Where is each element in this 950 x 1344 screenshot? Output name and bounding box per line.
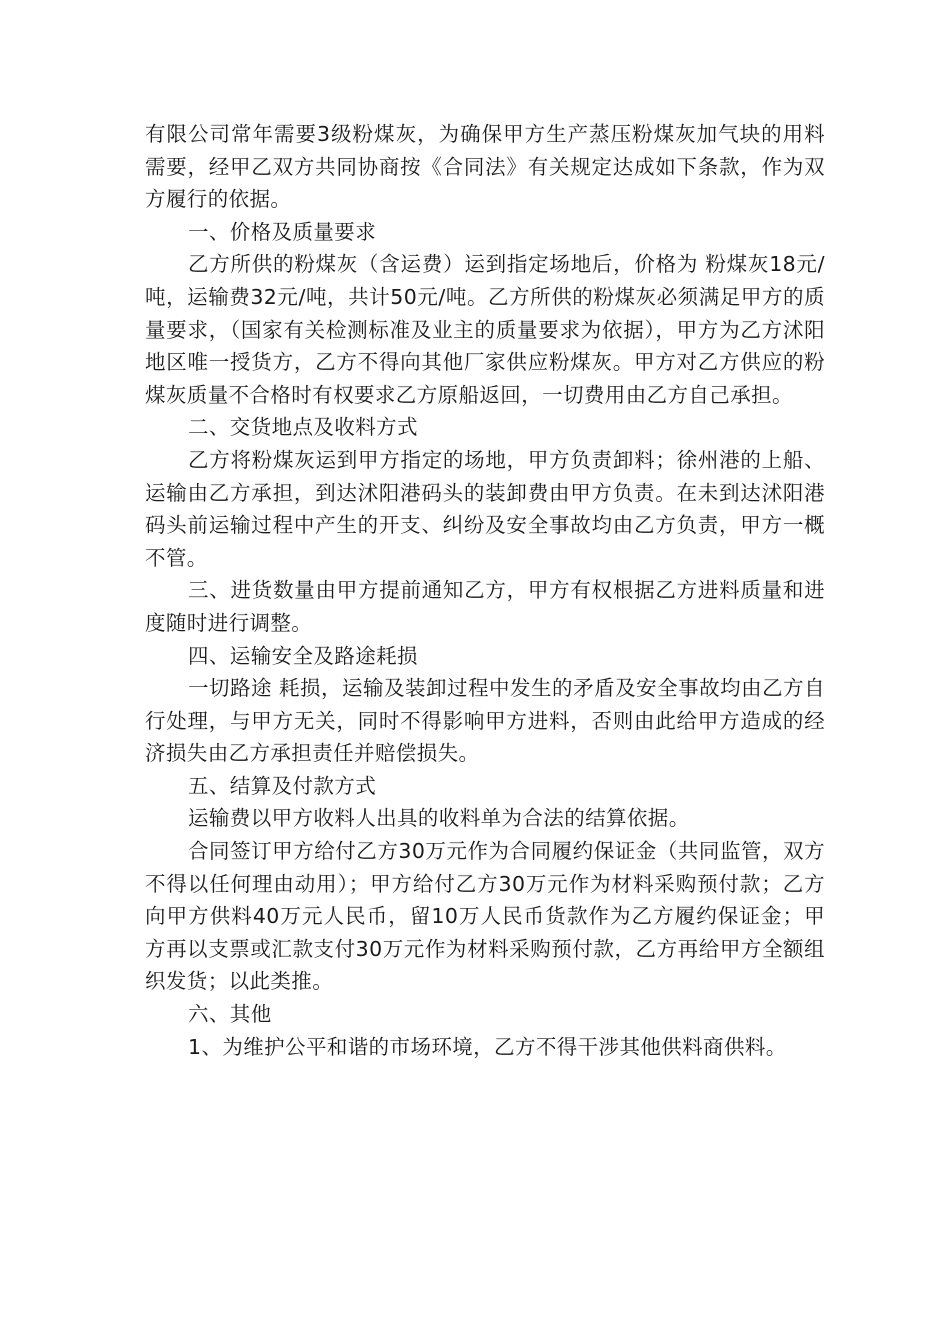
delivery-paragraph: 乙方将粉煤灰运到甲方指定的场地，甲方负责卸料；徐州港的上船、运输由乙方承担，到达沭阳港码头的装卸费由甲方负责。在未到达沭阳港码头前运输过程中产生的开支、纠纷及安全事故均由乙方负责，甲方一概不管。 [145, 447, 825, 570]
section-heading-delivery: 二、交货地点及收料方式 [188, 415, 418, 440]
settlement-basis-paragraph: 运输费以甲方收料人出具的收料单为合法的结算依据。 [188, 806, 690, 831]
section-heading-settlement: 五、结算及付款方式 [188, 773, 377, 798]
section-heading-price-quality: 一、价格及质量要求 [188, 219, 377, 244]
contract-body [145, 118, 825, 1063]
intro-paragraph: 有限公司常年需要3级粉煤灰，为确保甲方生产蒸压粉煤灰加气块的用料需要，经甲乙双方共同协商按《合同法》有关规定达成如下条款，作为双方履行的依据。 [145, 122, 825, 212]
payment-terms-paragraph: 合同签订甲方给付乙方30万元作为合同履约保证金（共同监管，双方不得以任何理由动用）；甲方给付乙方30万元作为材料采购预付款；乙方向甲方供料40万元人民币，留10万人民币货款作为乙方履约保证金；甲方再以支票或汇款支付30万元作为材料采购预付款，乙方再给甲方全额组织发货；以此类推。 [145, 839, 825, 994]
section-heading-other: 六、其他 [188, 1002, 272, 1027]
other-clause-1: 1、为维护公平和谐的市场环境，乙方不得干涉其他供料商供料。 [188, 1034, 787, 1059]
quantity-paragraph: 三、进货数量由甲方提前通知乙方，甲方有权根据乙方进料质量和进度随时进行调整。 [145, 578, 825, 635]
price-quality-paragraph: 乙方所供的粉煤灰（含运费）运到指定场地后，价格为 粉煤灰18元/吨，运输费32元/吨，共计50元/吨。乙方所供的粉煤灰必须满足甲方的质量要求，（国家有关检测标准及业主的质量要求为依据），甲方为乙方沭阳地区唯一授货方，乙方不得向其他厂家供应粉煤灰。甲方对乙方供应的粉煤灰质量不合格时有权要求乙方原船返回，一切费用由乙方自己承担。 [145, 252, 825, 407]
section-heading-transport-safety: 四、运输安全及路途耗损 [188, 643, 418, 668]
transport-safety-paragraph: 一切路途 耗损，运输及装卸过程中发生的矛盾及安全事故均由乙方自行处理，与甲方无关，同时不得影响甲方进料，否则由此给甲方造成的经济损失由乙方承担责任并赔偿损失。 [145, 676, 825, 766]
